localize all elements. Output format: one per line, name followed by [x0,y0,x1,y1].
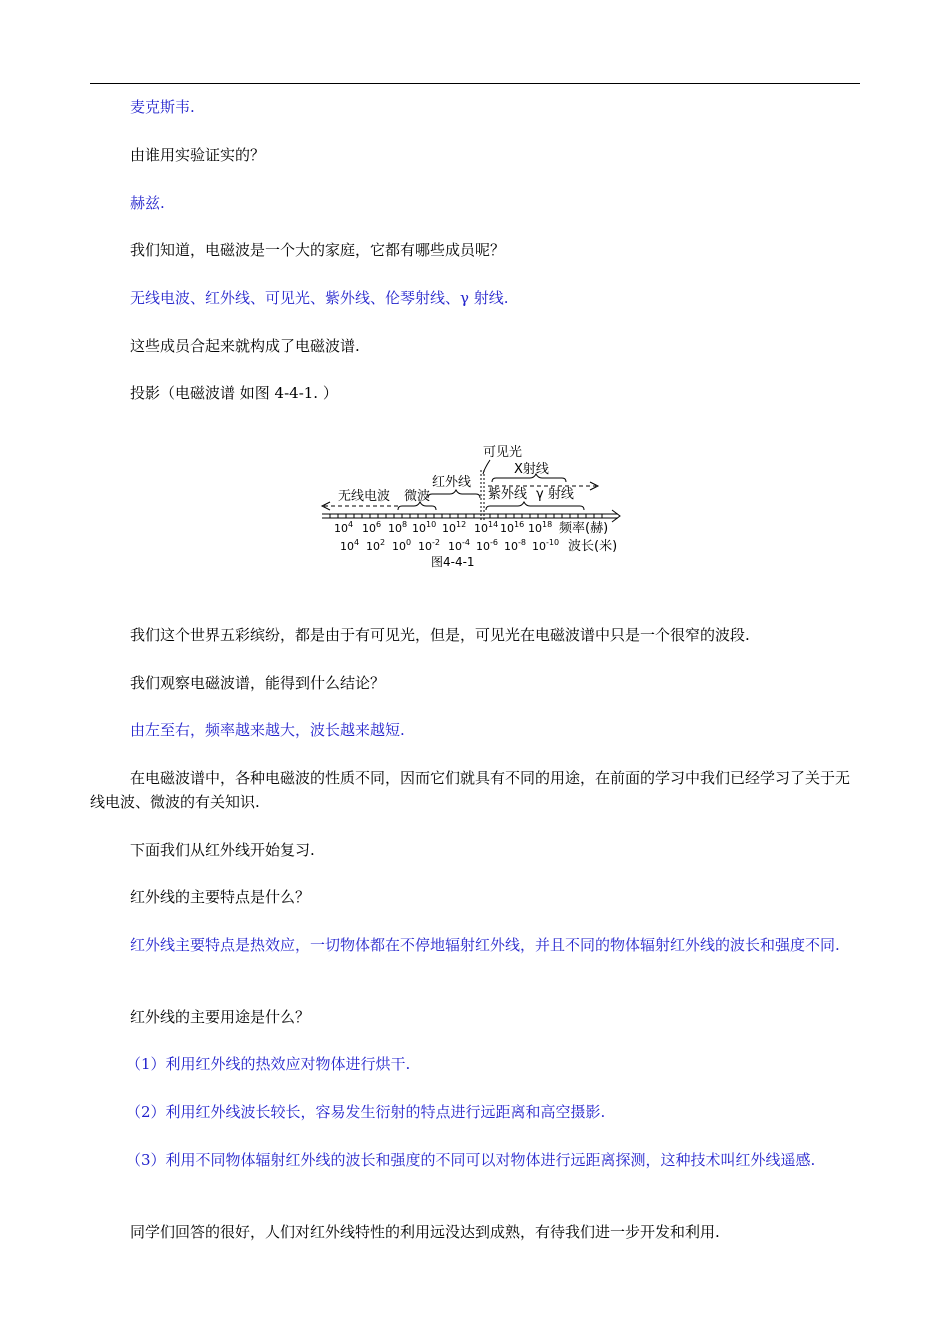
question-conclusion: 我们观察电磁波谱，能得到什么结论？ [130,674,386,692]
svg-text:1012: $10^{12}$ [442,520,467,535]
label-xray: X射线 [514,462,549,477]
label-radio: 无线电波 [338,489,391,504]
answer-maxwell: 麦克斯韦. [130,98,195,116]
label-infrared: 红外线 [432,475,472,490]
svg-text:108: $10^8$ [388,520,408,535]
label-microwave: 微波 [404,489,431,504]
svg-text:10-10: $10^{-10}$ [532,538,560,553]
statement-spectrum: 这些成员合起来就构成了电磁波谱. [130,337,360,355]
header-rule [90,83,860,84]
svg-text:1018: $10^{18}$ [528,520,553,535]
svg-text:106: $10^6$ [362,520,382,535]
paragraph-uses: 在电磁波谱中，各种电磁波的性质不同，因而它们就具有不同的用途，在前面的学习中我们已经学习了关于无线电波、微波的有关知识. [90,769,851,811]
em-spectrum-figure [318,438,628,570]
answer-members: 无线电波、红外线、可见光、紫外线、伦琴射线、γ 射线. [130,289,509,307]
answer-hertz: 赫兹. [130,194,165,212]
svg-text:100: $10^0$ [392,538,412,553]
answer-ir-features: 红外线主要特点是热效应，一切物体都在不停地辐射红外线，并且不同的物体辐射红外线的波长和强度不同. [130,936,840,954]
projection-note: 投影（电磁波谱 如图 4-4-1. ） [130,384,338,402]
svg-text:104: $10^4$ [340,538,360,553]
question-who-verified: 由谁用实验证实的？ [130,146,266,164]
uv-gamma-brace [486,502,584,510]
label-wavelength: 波长(米) [568,539,618,554]
wavelength-ticks [340,538,559,553]
frequency-ticks [334,520,552,535]
svg-text:1010: $10^{10}$ [412,520,437,535]
answer-ir-use-1: （1）利用红外线的热效应对物体进行烘干. [126,1055,411,1073]
closing-remark: 同学们回答的很好，人们对红外线特性的利用远没达到成熟，有待我们进一步开发和利用. [130,1223,720,1241]
svg-text:10-6: $10^{-6}$ [476,538,498,553]
svg-text:104: $10^4$ [334,520,354,535]
axis-ticks [330,514,602,518]
axis-arrow-head [612,510,620,522]
svg-text:102: $10^2$ [366,538,386,553]
label-gamma: γ 射线 [536,487,574,502]
svg-text:1016: $10^{16}$ [500,520,525,535]
question-members: 我们知道，电磁波是一个大的家庭，它都有哪些成员呢？ [130,241,506,259]
svg-text:10-2: $10^{-2}$ [418,538,440,553]
svg-text:1014: $10^{14}$ [474,520,499,535]
label-uv: 紫外线 [488,487,528,502]
label-frequency: 频率(赫) [559,521,609,536]
question-ir-uses: 红外线的主要用途是什么？ [130,1008,311,1026]
answer-conclusion: 由左至右，频率越来越大，波长越来越短. [130,721,405,739]
statement-visible-light: 我们这个世界五彩缤纷，都是由于有可见光，但是，可见光在电磁波谱中只是一个很窄的波段. [130,626,750,644]
answer-ir-use-3: （3）利用不同物体辐射红外线的波长和强度的不同可以对物体进行远距离探测，这种技术叫红外线遥感. [126,1151,816,1169]
svg-text:10-4: $10^{-4}$ [448,538,470,553]
figure-caption: 图4-4-1 [431,555,475,569]
svg-text:10-8: $10^{-8}$ [504,538,526,553]
statement-review: 下面我们从红外线开始复习. [130,841,315,859]
answer-ir-use-2: （2）利用红外线波长较长，容易发生衍射的特点进行远距离和高空摄影. [126,1103,606,1121]
label-visible: 可见光 [483,445,523,460]
question-ir-features: 红外线的主要特点是什么？ [130,888,311,906]
infrared-brace [428,490,480,498]
